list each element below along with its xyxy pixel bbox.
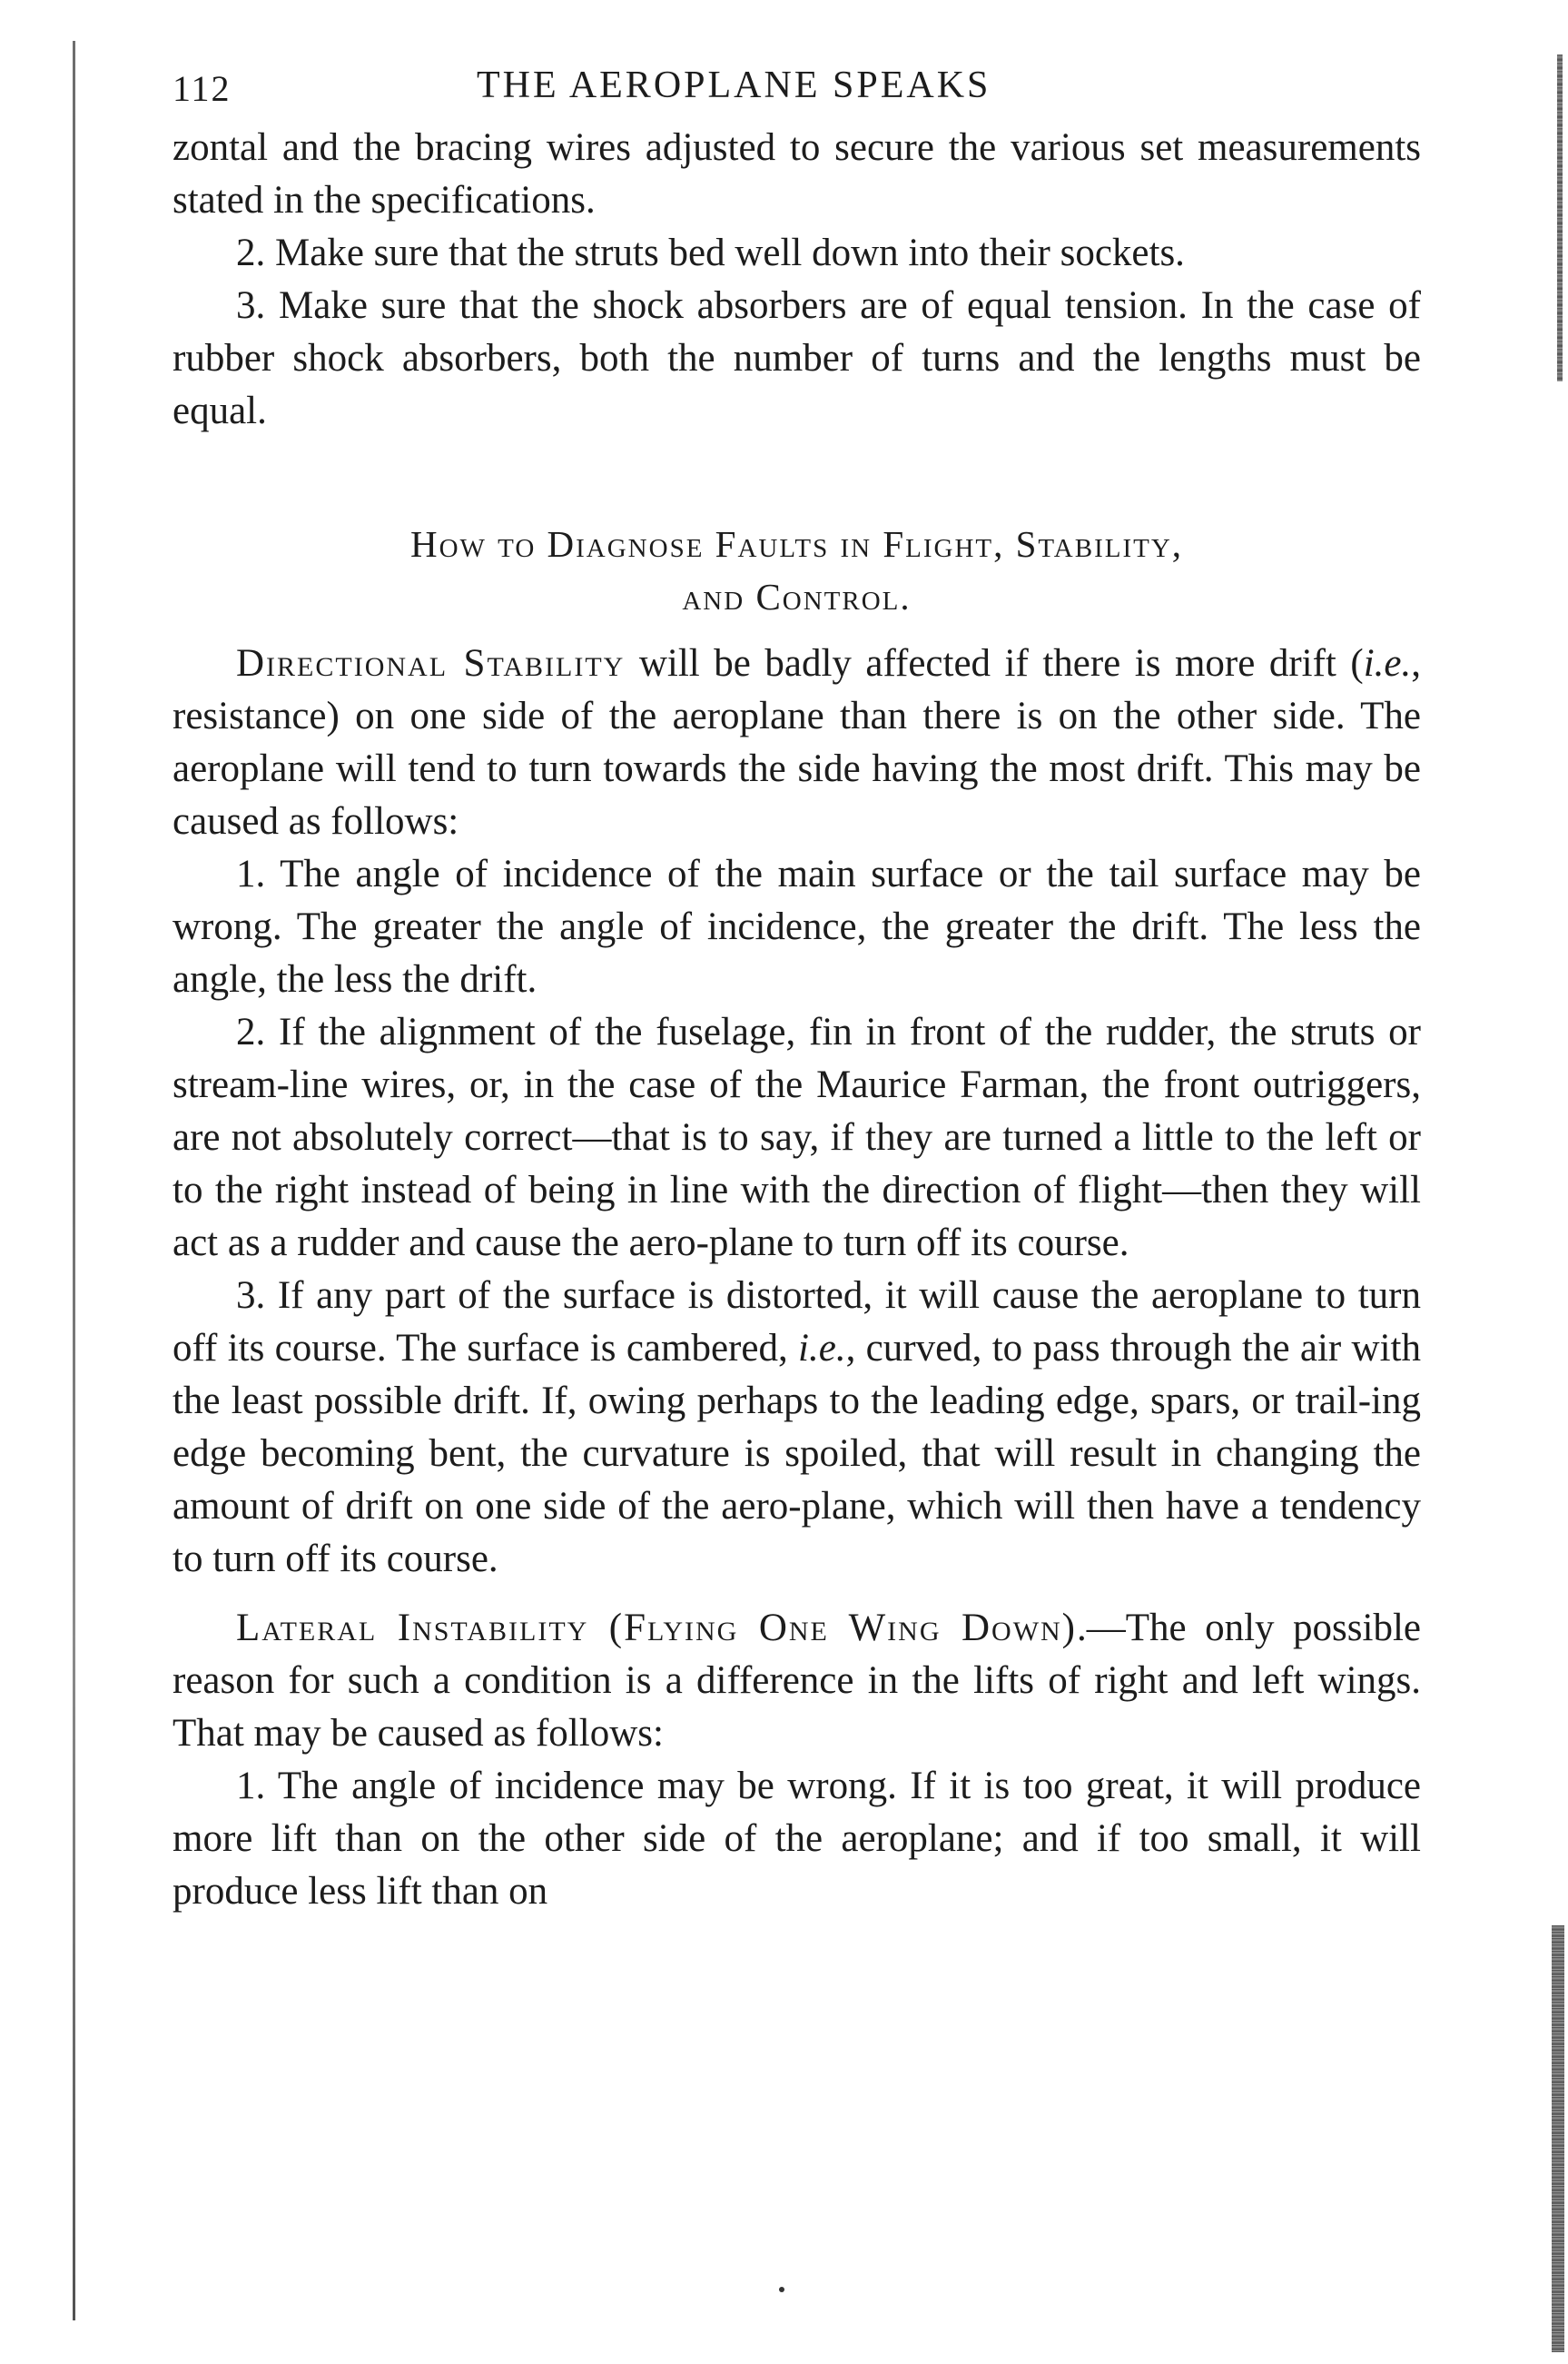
ie-abbreviation: i.e. (1363, 642, 1412, 685)
directional-item-3-b: , curved, to pass through the air with the least possible drift. If, owing perhaps to the leading edge, spars, or trail-ing edge becoming bent, the curvature is spoiled, that will result in changing the amount of drift on one side of the aero-plane, which will then have a tendency to turn off its course. (173, 1327, 1421, 1580)
directional-item-2: 2. If the alignment of the fuselage, fin in front of the rudder, the struts or stream-line wires, or, in the case of the Maurice Farman, the front outriggers, are not absolutely correct—that is to say, if they are turned a little to the left or to the right instead of being in line with the direction of flight—then they will act as a rudder and cause the aero-plane to turn off its course. (173, 1011, 1421, 1264)
directional-stability-lead: Directional Stability (236, 642, 626, 685)
page-number: 112 (173, 68, 232, 109)
ink-speck (779, 2287, 784, 2292)
section-heading-line-1: How to Diagnose Faults in Flight, Stability, (409, 523, 1184, 565)
directional-text-a: will be badly affected if there is more drift ( (625, 642, 1364, 685)
scan-right-edge-top (1557, 54, 1563, 381)
scan-left-edge (73, 41, 75, 2320)
paragraph-shock-absorbers: 3. Make sure that the shock absorbers are of equal tension. In the case of rubber shock absorbers, both the number of turns and the lengths must be equal. (173, 284, 1421, 432)
section-heading-line-2: and Control. (682, 576, 912, 618)
book-page (173, 56, 1421, 1918)
lateral-text: .—The only possible reason for such a condition is a difference in the lifts of right and left wings. That may be caused as follows: (173, 1607, 1421, 1755)
ie-abbreviation: i.e. (798, 1327, 846, 1370)
directional-item-3 (173, 1270, 1421, 1586)
paragraph-struts: 2. Make sure that the struts bed well down into their sockets. (236, 232, 1185, 274)
paragraph-continuation: zontal and the bracing wires adjusted to secure the various set measurements stated in the specifications. (173, 126, 1421, 222)
running-head (173, 56, 1421, 120)
section-heading (173, 518, 1421, 623)
directional-item-1: 1. The angle of incidence of the main surface or the tail surface may be wrong. The greater the angle of incidence, the greater the drift. The less the angle, the less the drift. (173, 853, 1421, 1001)
lateral-instability-lead: Lateral Instability (Flying One Wing Down) (236, 1607, 1078, 1649)
paragraph-lateral-instability (173, 1602, 1421, 1760)
paragraph-directional-stability (173, 638, 1421, 848)
lateral-item-1: 1. The angle of incidence may be wrong. If it is too great, it will produce more lift than on the other side of the aeroplane; and if too small, it will produce less lift than on (173, 1765, 1421, 1913)
scan-right-edge-bottom (1552, 1925, 1564, 2352)
book-title: THE AEROPLANE SPEAKS (477, 64, 991, 106)
directional-item-3-a: 3. If any part of the surface is distorted, it will cause the aeroplane to turn off its course. The surface is cambered, (173, 1274, 1421, 1370)
directional-text-b: , resistance) on one side of the aeroplane than there is on the other side. The aeroplane will tend to turn towards the side having the most drift. This may be caused as follows: (173, 642, 1421, 843)
